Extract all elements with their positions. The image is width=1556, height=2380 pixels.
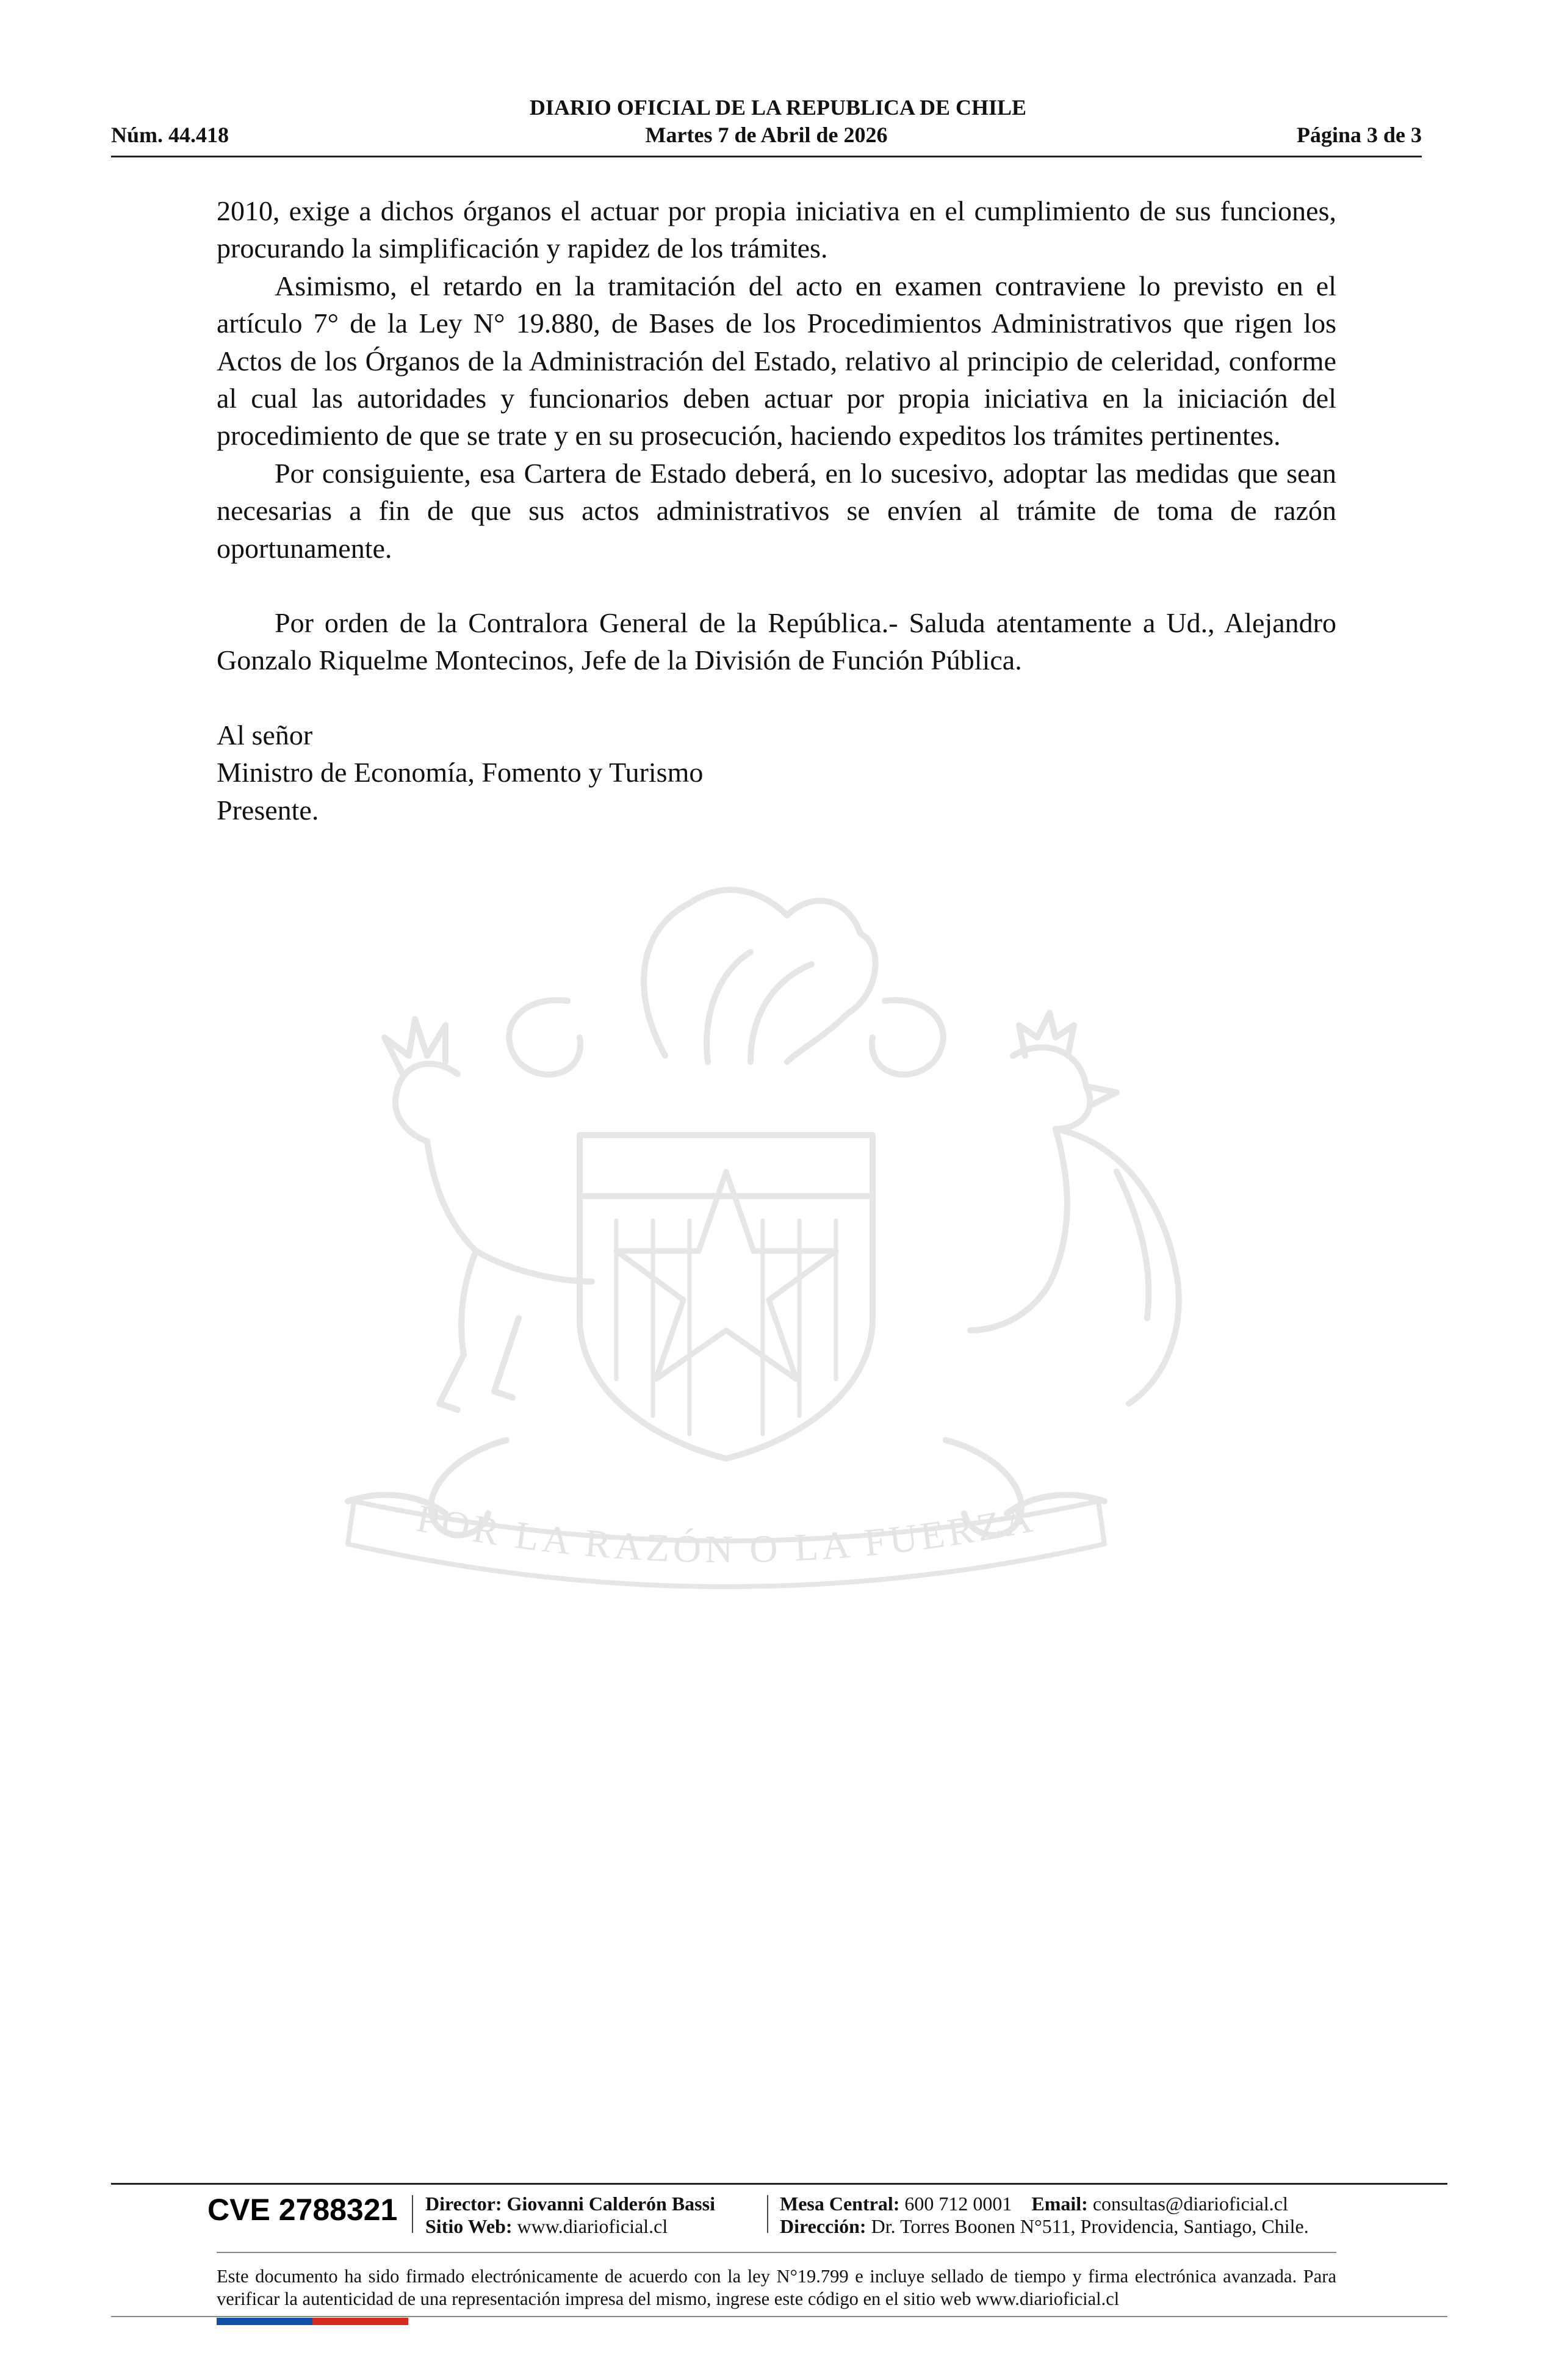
phone-value: 600 712 0001 <box>904 2193 1012 2215</box>
address-value: Dr. Torres Boonen N°511, Providencia, Santiago, Chile. <box>871 2215 1309 2237</box>
paragraph-3: Por consiguiente, esa Cartera de Estado deberá, en lo sucesivo, adoptar las medidas que sean necesarias a fin de que sus actos administrativos se envíen al trámite de toma de razón oportunamente. <box>217 457 1336 564</box>
web-link[interactable]: www.diarioficial.cl <box>517 2215 668 2237</box>
footer-director-block <box>425 2193 715 2238</box>
header-divider <box>111 156 1422 157</box>
page-indicator: Página 3 de 3 <box>1296 123 1422 147</box>
signature-paragraph: Por orden de la Contralora General de la República.- Saluda atentamente a Ud., Alejandro Gonzalo Riquelme Montecinos, Jefe de la División de Función Pública. <box>217 607 1336 676</box>
issue-date: Martes 7 de Abril de 2026 <box>645 123 888 147</box>
footer-divider-top <box>111 2183 1447 2185</box>
director-label: Director: <box>425 2193 502 2215</box>
addressee-closing: Presente. <box>217 794 319 826</box>
paragraph-2: Asimismo, el retardo en la tramitación del acto en examen contraviene lo previsto en el artículo 7° de la Ley N° 19.880, de Bases de los Procedimientos Administrativos que rigen los Actos de los Órganos de la Administración del Estado, relativo al principio de celeridad, conforme al cual las autoridades y funcionarios deben actuar por propia iniciativa en la iniciación del procedimiento de que se trate y en su prosecución, haciendo expeditos los trámites pertinentes. <box>217 270 1336 452</box>
footer-divider-mid <box>217 2252 1336 2253</box>
address-label: Dirección: <box>780 2215 866 2237</box>
footer-signature-note: Este documento ha sido firmado electrónicamente de acuerdo con la ley N°19.799 e incluye sellado de tiempo y firma electrónica avanzada. Para verificar la autenticidad de una representación impresa del mismo, ingrese este código en el sitio web www.diarioficial.cl <box>217 2266 1336 2309</box>
email-label: Email: <box>1031 2193 1088 2215</box>
paragraph-1: 2010, exige a dichos órganos el actuar por propia iniciativa en el cumplimiento de sus funciones, procurando la simplificación y rapidez de los trámites. <box>217 195 1336 264</box>
issue-number: Núm. 44.418 <box>111 123 229 147</box>
addressee-salutation: Al señor <box>217 719 313 751</box>
addressee-title: Ministro de Economía, Fomento y Turismo <box>217 757 704 788</box>
cve-code: CVE 2788321 <box>207 2193 398 2227</box>
footer-contact-block <box>780 2193 1309 2238</box>
flag-color-bar <box>217 2318 408 2325</box>
flag-red-segment <box>312 2318 408 2325</box>
phone-label: Mesa Central: <box>780 2193 900 2215</box>
document-body <box>217 192 1336 829</box>
publication-title: DIARIO OFICIAL DE LA REPUBLICA DE CHILE <box>529 95 1027 120</box>
email-link[interactable]: consultas@diarioficial.cl <box>1092 2193 1288 2215</box>
footer-separator <box>412 2195 413 2233</box>
coat-of-arms-watermark <box>201 854 1251 1666</box>
director-name: Giovanni Calderón Bassi <box>506 2193 715 2215</box>
web-label: Sitio Web: <box>425 2215 513 2237</box>
footer-separator <box>767 2195 768 2233</box>
flag-blue-segment <box>217 2318 312 2325</box>
footer-divider-bottom <box>111 2316 1447 2317</box>
svg-text:POR LA RAZÓN O LA FUERZA <box>413 1496 1039 1571</box>
crest-motto: POR LA RAZÓN O LA FUERZA <box>413 1496 1039 1571</box>
header-row <box>111 122 1422 151</box>
